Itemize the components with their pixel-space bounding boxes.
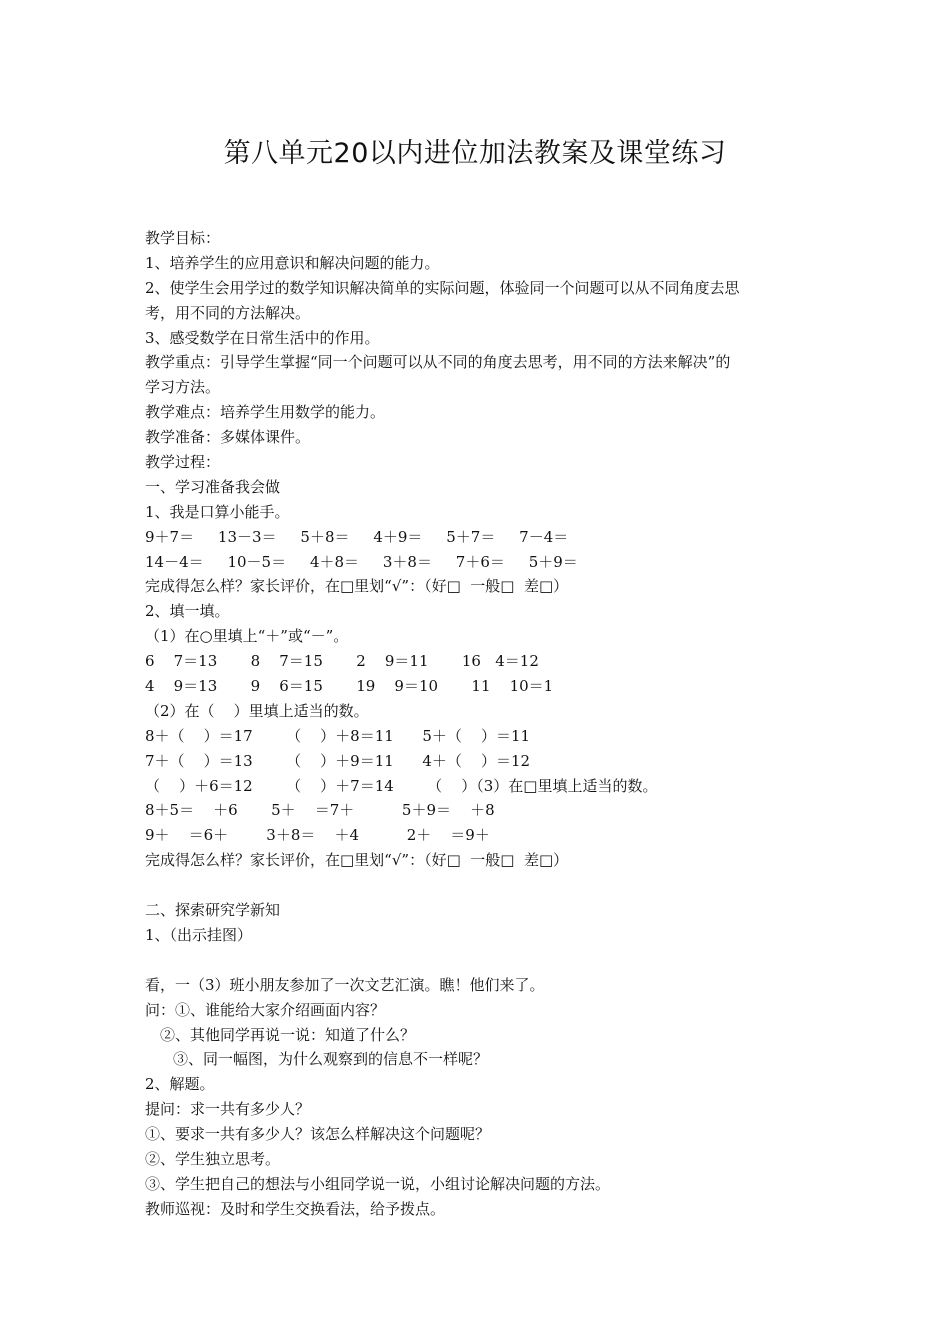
section-heading: 一、学习准备我会做 bbox=[145, 477, 281, 496]
text-line: 教学重点：引导学生掌握“同一个问题可以从不同的角度去思考，用不同的方法来解决”的 bbox=[145, 353, 731, 372]
text-line: 完成得怎么样？家长评价，在□里划“√”：（好□ 一般□ 差□） bbox=[145, 851, 569, 870]
text-line: 教学准备：多媒体课件。 bbox=[145, 428, 311, 447]
document-title: 第八单元20以内进位加法教案及课堂练习 bbox=[223, 138, 727, 169]
text-line: 1、培养学生的应用意识和解决问题的能力。 bbox=[145, 253, 440, 272]
text-line: 1、（出示挂图） bbox=[145, 925, 253, 944]
text-line: 考，用不同的方法解决。 bbox=[145, 303, 311, 322]
exercise-line: 8＋5＝ ＋6 5＋ ＝7＋ 5＋9＝ ＋8 bbox=[145, 801, 495, 820]
exercise-line: 9＋7＝ 13－3＝ 5＋8＝ 4＋9＝ 5＋7＝ 7－4＝ bbox=[145, 527, 569, 546]
exercise-line: 8＋（ ）＝17 （ ）＋8＝11 5＋（ ）＝11 bbox=[145, 726, 531, 745]
blank-line bbox=[145, 873, 825, 898]
exercise-line: 9＋ ＝6＋ 3＋8＝ ＋4 2＋ ＝9＋ bbox=[145, 826, 490, 845]
text-line: 3、感受数学在日常生活中的作用。 bbox=[145, 328, 380, 347]
text-line: 1、我是口算小能手。 bbox=[145, 502, 290, 521]
text-line: 学习方法。 bbox=[145, 378, 221, 397]
text-line: 看，一（3）班小朋友参加了一次文艺汇演。瞧！他们来了。 bbox=[145, 975, 545, 994]
text-line: ①、要求一共有多少人？该怎么样解决这个问题呢？ bbox=[145, 1125, 491, 1144]
text-line: （1）在○里填上“＋”或“－”。 bbox=[145, 627, 349, 646]
blank-line bbox=[145, 948, 825, 973]
text-line: 完成得怎么样？家长评价，在□里划“√”：（好□ 一般□ 差□） bbox=[145, 577, 569, 596]
exercise-line: 4 9＝13 9 6＝15 19 9＝10 11 10＝1 bbox=[145, 677, 554, 696]
text-line: （2）在（ ）里填上适当的数。 bbox=[145, 701, 369, 720]
text-line: 教学难点：培养学生用数学的能力。 bbox=[145, 403, 386, 422]
exercise-line: 14－4＝ 10－5＝ 4＋8＝ 3＋8＝ 7＋6＝ 5＋9＝ bbox=[145, 552, 578, 571]
section-heading: 二、探索研究学新知 bbox=[145, 901, 281, 920]
text-line: 教学目标： bbox=[145, 229, 221, 247]
text-line: 教学过程： bbox=[145, 453, 221, 472]
text-line: 2、填一填。 bbox=[145, 602, 230, 621]
text-line: 2、使学生会用学过的数学知识解决简单的实际问题，体验同一个问题可以从不同角度去思 bbox=[145, 278, 740, 297]
text-line: 问：①、谁能给大家介绍画面内容？ bbox=[145, 1000, 386, 1019]
text-line: ③、学生把自己的想法与小组同学说一说，小组讨论解决问题的方法。 bbox=[145, 1174, 611, 1193]
exercise-line: 7＋（ ）＝13 （ ）＋9＝11 4＋（ ）＝12 bbox=[145, 751, 531, 770]
text-line: 2、解题。 bbox=[145, 1075, 215, 1094]
exercise-line: （ ）＋6＝12 （ ）＋7＝14 （ ）（3）在□里填上适当的数。 bbox=[145, 776, 658, 795]
text-line: 教师巡视：及时和学生交换看法，给予拨点。 bbox=[145, 1199, 446, 1218]
exercise-line: 6 7＝13 8 7＝15 2 9＝11 16 4＝12 bbox=[145, 652, 539, 671]
document-body bbox=[145, 226, 825, 1222]
text-line: ③、同一幅图，为什么观察到的信息不一样呢？ bbox=[173, 1050, 489, 1069]
text-line: ②、其他同学再说一说：知道了什么？ bbox=[160, 1025, 416, 1044]
text-line: ②、学生独立思考。 bbox=[145, 1149, 281, 1168]
text-line: 提问：求一共有多少人？ bbox=[145, 1100, 311, 1119]
